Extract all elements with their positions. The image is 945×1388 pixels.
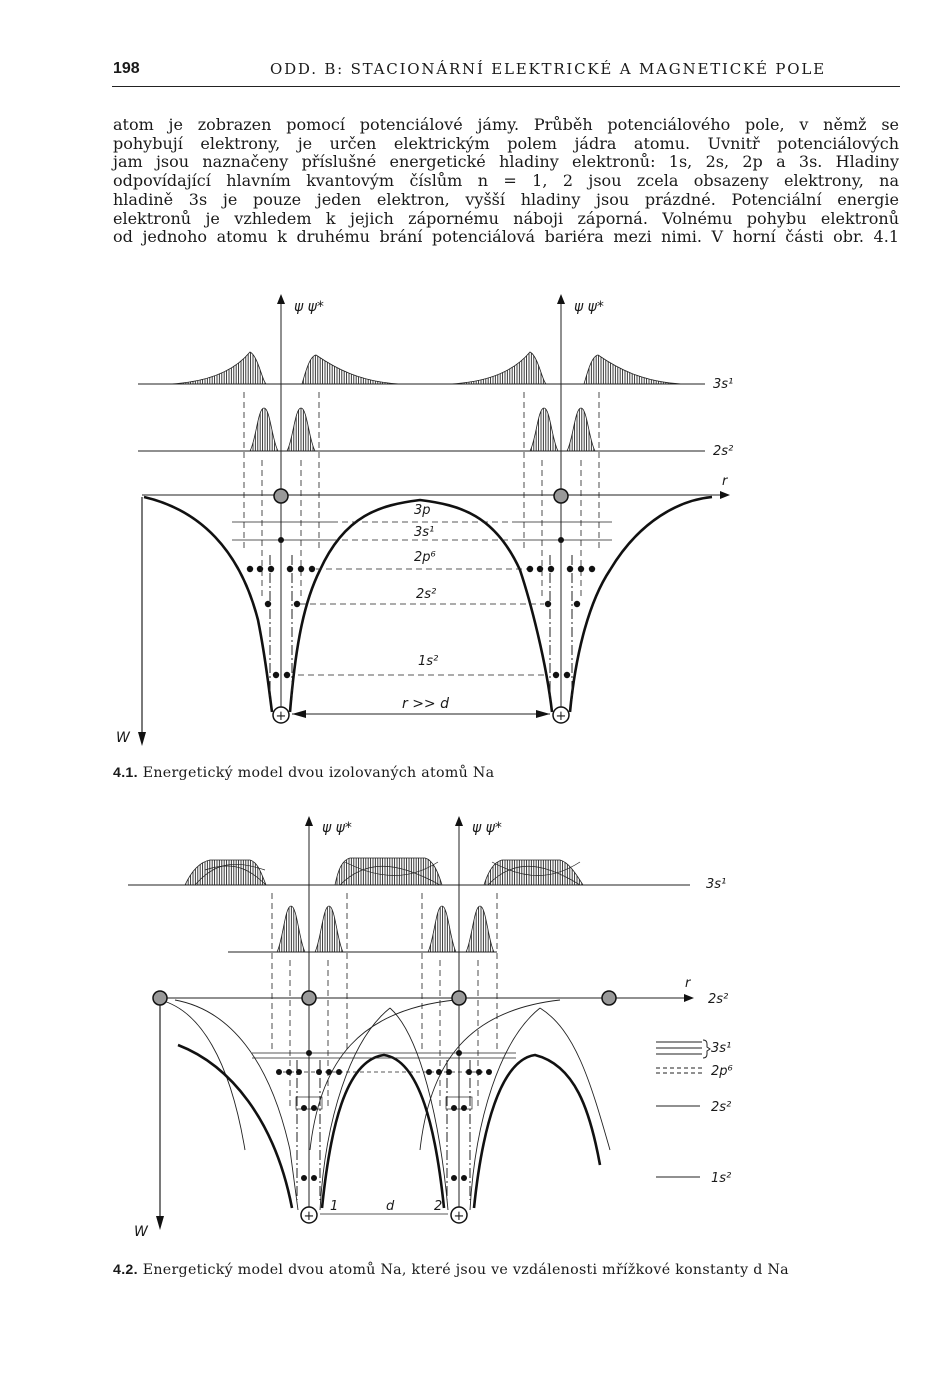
legend-1s2: 1s² xyxy=(711,1171,732,1186)
running-header: ODD. B: STACIONÁRNÍ ELEKTRICKÉ A MAGNETICKÉ POLE xyxy=(270,60,826,78)
label-2s2-row: 2s² xyxy=(713,444,734,459)
body-line: atom je zobrazen pomocí potenciálové jámy. Průběh potenciálového pole, v němž se xyxy=(113,115,899,134)
nucleus-icon xyxy=(301,1207,317,1224)
caption-figure-2 xyxy=(113,1262,789,1278)
figure-4-1 xyxy=(0,285,945,755)
marker-2: 2 xyxy=(434,1199,443,1214)
distance-label: d xyxy=(386,1199,395,1214)
r-axis-label: r xyxy=(722,474,728,489)
body-line: jam jsou naznačeny příslušné energetické hladiny elektronů: 1s, 2s, 2p a 3s. Hladiny xyxy=(113,152,899,172)
nucleus-icon xyxy=(273,707,289,724)
body-line: pohybují elektrony, je určen elektrickým polem jádra atomu. Uvnitř potenciálových xyxy=(113,133,899,153)
w-axis-label: W xyxy=(134,1224,148,1240)
valence-electron-icon xyxy=(554,489,568,503)
caption-number: 4.2. xyxy=(113,1262,138,1278)
isolated-well-curves xyxy=(160,1000,610,1210)
caption-text: Energetický model dvou atomů Na, které jsou ve vzdálenosti mřížkové konstanty d Na xyxy=(142,1262,789,1278)
caption-figure-1 xyxy=(113,765,494,781)
valence-electron-icon xyxy=(274,489,288,503)
nucleus-icon xyxy=(451,1207,467,1224)
valence-electron-icon xyxy=(602,991,616,1005)
valence-electron-icon xyxy=(452,991,466,1005)
header-rule xyxy=(112,86,900,87)
level-label-3s1: 3s¹ xyxy=(414,525,435,540)
body-line: odpovídající hlavním kvantovým číslům n = 1, 2 jsou zcela obsazeny elektrony, na xyxy=(113,171,899,191)
level-label-1s2: 1s² xyxy=(418,654,439,669)
level-label-3p: 3p xyxy=(414,503,431,518)
r-axis-level-2s2: 2s² xyxy=(708,992,729,1007)
legend-2p6: 2p⁶ xyxy=(711,1064,733,1079)
legend-2s2: 2s² xyxy=(711,1100,732,1115)
svg-text:+: + xyxy=(275,709,287,724)
body-paragraph xyxy=(113,116,899,247)
valence-electron-icon xyxy=(302,991,316,1005)
caption-text: Energetický model dvou izolovaných atomů Na xyxy=(142,765,495,781)
psi-label-right: ψ ψ* xyxy=(574,299,604,315)
svg-text:+: + xyxy=(453,1209,465,1224)
orbital-2s-peaks xyxy=(250,408,595,451)
psi-label-left: ψ ψ* xyxy=(322,820,352,836)
body-line: elektronů je vzhledem k jejich zápornému náboji záporná. Volnému pohybu elektronů xyxy=(113,208,899,228)
psi-label-left: ψ ψ* xyxy=(294,299,324,315)
valence-electron-icon xyxy=(153,991,167,1005)
legend-3s1: 3s¹ xyxy=(711,1041,732,1056)
marker-1: 1 xyxy=(330,1199,339,1214)
r-axis-label: r xyxy=(685,976,691,991)
label-3s1-row: 3s¹ xyxy=(713,377,734,392)
svg-text:+: + xyxy=(555,709,567,724)
level-label-2p6: 2p⁶ xyxy=(414,550,436,565)
psi-label-right: ψ ψ* xyxy=(472,820,502,836)
w-axis-label: W xyxy=(116,730,130,746)
distance-label: r >> d xyxy=(402,696,450,712)
body-line: od jednoho atomu k druhému brání potenciálová bariéra mezi nimi. V horní části obr. 4.1 xyxy=(113,227,899,247)
orbital-2s-peaks xyxy=(277,906,494,952)
crystal-potential xyxy=(178,1045,600,1208)
orbital-3s-band xyxy=(185,858,583,885)
level-label-2s2: 2s² xyxy=(416,587,437,602)
nucleus-icon xyxy=(553,707,569,724)
figure-4-2 xyxy=(0,805,945,1245)
svg-text:+: + xyxy=(303,1209,315,1224)
body-line: hladině 3s je pouze jeden elektron, vyšší hladiny jsou prázdné. Potenciální energie xyxy=(113,189,899,209)
orbital-3s-peaks xyxy=(170,352,682,384)
electrons xyxy=(276,1050,492,1181)
page-number: 198 xyxy=(113,60,140,77)
caption-number: 4.1. xyxy=(113,765,138,781)
level-legend xyxy=(656,1040,710,1177)
label-3s1-row: 3s¹ xyxy=(706,877,727,892)
